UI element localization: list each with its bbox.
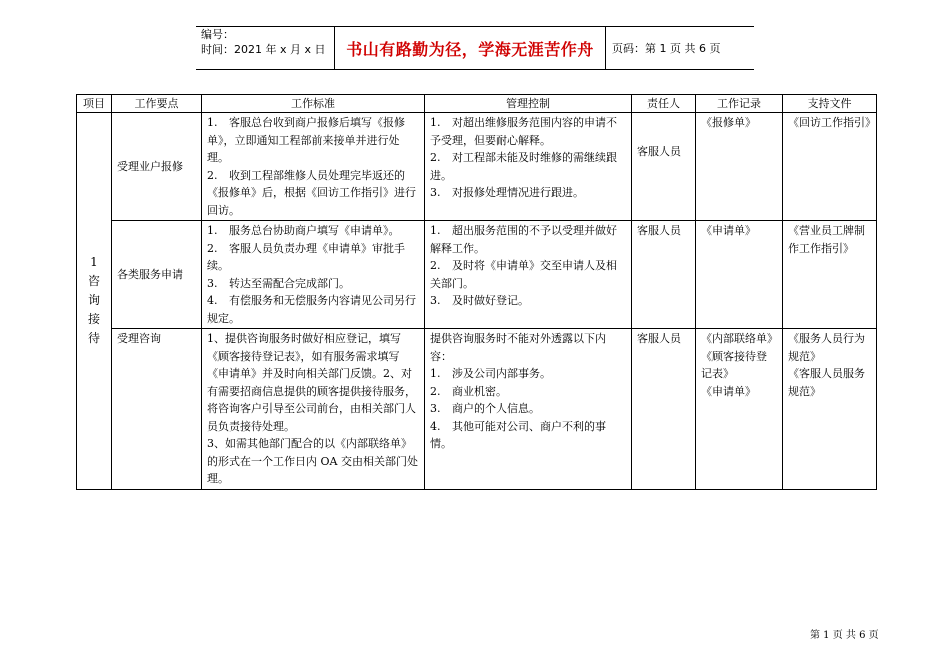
number-label: 编号： (201, 28, 234, 41)
work-record: 《申请单》 (696, 221, 783, 329)
header-bottom-rule (196, 69, 754, 70)
work-point: 受理咨询 (112, 329, 202, 490)
work-standard (202, 221, 425, 329)
header-page-number: 页码：第 1 页 共 6 页 (612, 42, 721, 55)
doc-item: 《服务人员行为规范》 (788, 332, 865, 363)
support-file (783, 329, 877, 490)
table-row (77, 113, 877, 221)
work-point: 各类服务申请 (112, 221, 202, 329)
col-header: 责任人 (632, 95, 696, 113)
col-header: 项目 (77, 95, 112, 113)
col-header: 管理控制 (425, 95, 632, 113)
work-standard (202, 329, 425, 490)
table-header-row (77, 95, 877, 113)
table-row (77, 221, 877, 329)
management-control (425, 221, 632, 329)
doc-item: 《客服人员服务规范》 (788, 367, 865, 398)
item-label-char: 待 (87, 331, 100, 346)
list-item: 1. 对超出维修服务范围内容的申请不予受理，但要耐心解释。 (430, 116, 617, 147)
work-standard (202, 113, 425, 221)
table-row (77, 329, 877, 490)
work-point: 受理业户报修 (112, 113, 202, 221)
list-item: 2. 收到工程部维修人员处理完毕返还的《报修单》后，根据《回访工作指引》进行回访。 (207, 168, 416, 217)
header-divider (334, 26, 335, 69)
work-record: 《报修单》 (696, 113, 783, 221)
item-label-char: 咨 (87, 274, 100, 289)
col-header: 工作要点 (112, 95, 202, 113)
paragraph: 提供咨询服务时不能对外透露以下内容： (430, 332, 606, 363)
record-item: 《内部联络单》 (701, 332, 778, 345)
list-item: 4. 有偿服务和无偿服务内容请见公司另行规定。 (207, 294, 416, 325)
record-item: 《顾客接待登记表》 (701, 349, 767, 380)
list-item: 3. 转达至需配合完成部门。 (207, 276, 350, 290)
col-header: 工作标准 (202, 95, 425, 113)
support-file: 《回访工作指引》 (783, 113, 877, 221)
header-motto: 书山有路勤为径，学海无涯苦作舟 (346, 40, 594, 59)
item-label-char: 接 (87, 312, 100, 327)
responsible-person: 客服人员 (632, 221, 696, 329)
col-header: 工作记录 (696, 95, 783, 113)
list-item: 1. 客服总台收到商户报修后填写《报修单》，立即通知工程部前来接单并进行处理。 (207, 116, 405, 164)
item-label-char: 询 (87, 293, 100, 308)
list-item: 1. 超出服务范围的不予以受理并做好解释工作。 (430, 224, 617, 255)
col-header: 支持文件 (783, 95, 877, 113)
procedure-table (76, 94, 877, 490)
list-item: 3. 商户的个人信息。 (430, 402, 540, 415)
support-file: 《营业员工牌制作工作指引》 (783, 221, 877, 329)
list-item: 2. 商业机密。 (430, 384, 507, 398)
list-item: 2. 客服人员负责办理《申请单》审批手续。 (207, 241, 405, 272)
management-control (425, 329, 632, 490)
list-item: 3. 及时做好登记。 (430, 294, 529, 307)
list-item: 2. 及时将《申请单》交至申请人及相关部门。 (430, 259, 617, 290)
header-divider (605, 26, 606, 69)
record-item: 《申请单》 (701, 384, 756, 398)
responsible-person: 客服人员 (632, 113, 696, 221)
list-item: 3. 对报修处理情况进行跟进。 (430, 186, 584, 199)
paragraph: 3、如需其他部门配合的以《内部联络单》的形式在一个工作日内 OA 交由相关部门处理。 (207, 437, 418, 485)
list-item: 4. 其他可能对公司、商户不利的事情。 (430, 419, 606, 450)
list-item: 2. 对工程部未能及时维修的需继续跟进。 (430, 151, 617, 182)
item-label (79, 253, 109, 348)
management-control (425, 113, 632, 221)
time-label: 时间：2021 年 x 月 x 日 (201, 43, 326, 56)
page-footer: 第 1 页 共 6 页 (810, 630, 879, 641)
list-item: 1. 服务总台协助商户填写《申请单》。 (207, 224, 400, 237)
responsible-person: 客服人员 (632, 329, 696, 490)
header-meta (201, 27, 326, 57)
list-item: 1. 涉及公司内部事务。 (430, 367, 551, 380)
item-cell (77, 113, 112, 490)
work-record (696, 329, 783, 490)
item-label-char: 1 (90, 255, 98, 270)
paragraph: 1、提供咨询服务时做好相应登记，填写《顾客接待登记表》，如有服务需求填写《申请单》并及时向相关部门反馈。2、对有需要招商信息提供的顾客提供接待服务，将咨询客户引导至公司前台，由相关部门人员负责接待处理。 (207, 332, 416, 433)
